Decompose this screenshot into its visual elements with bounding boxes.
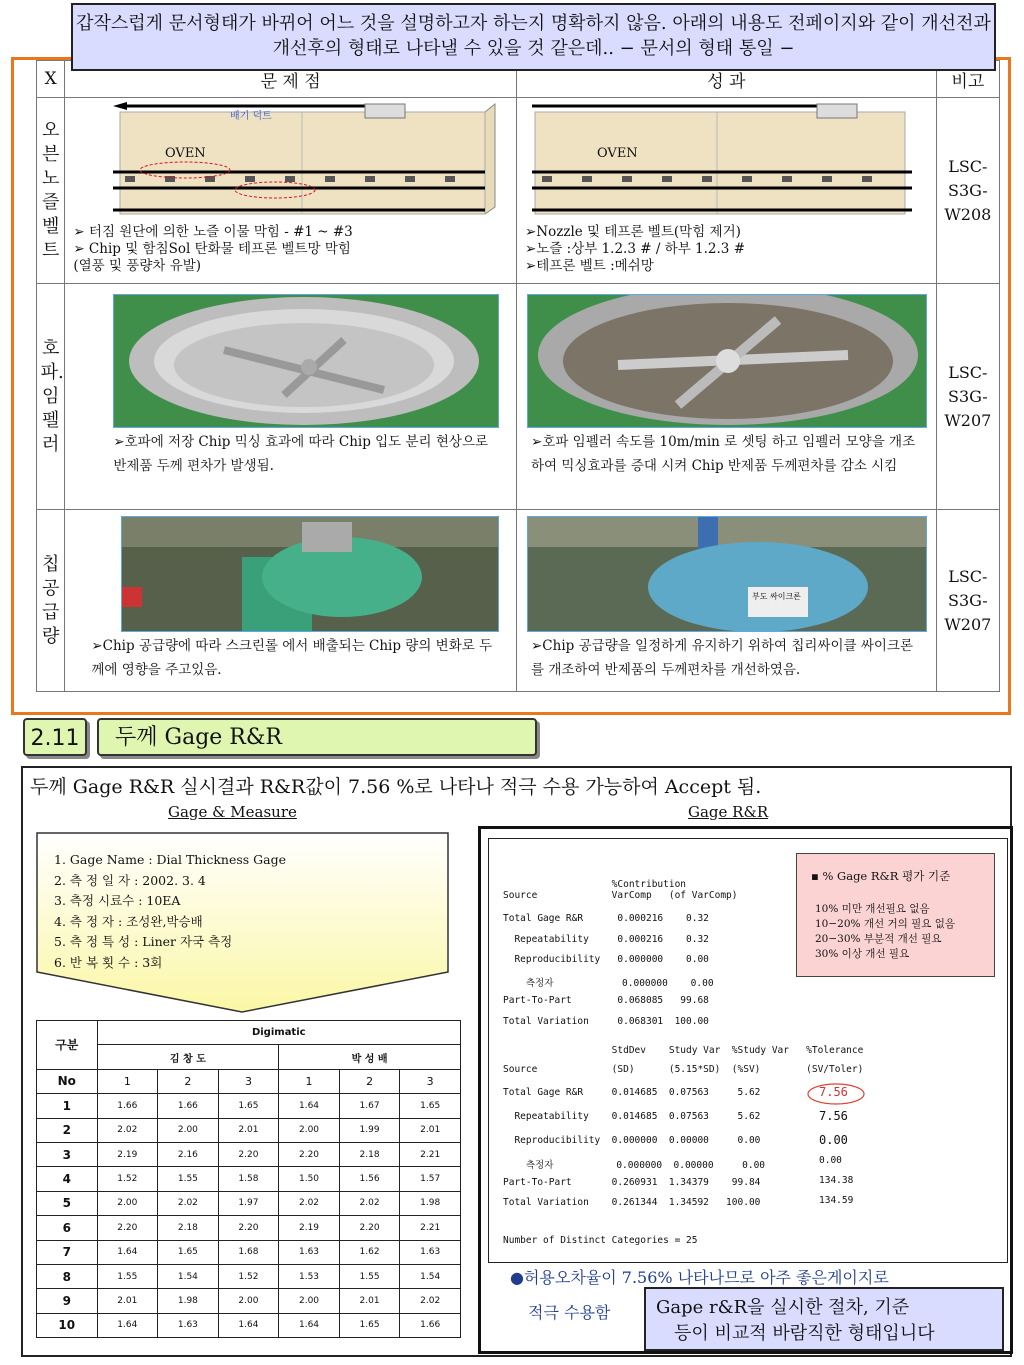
problem-caption-chip: ➢Chip 공급량에 따라 스크린롤 에서 배출되는 Chip 량의 변화로 두께에 영향을 주고있음. <box>91 638 493 678</box>
table-row <box>37 1142 461 1166</box>
tolerance-value: 7.56 <box>819 1085 848 1099</box>
measurement-cell: 2.18 <box>158 1216 219 1240</box>
measurement-cell: 1.53 <box>279 1264 340 1288</box>
var-comp-row: Total Variation 0.068301 100.00 <box>503 1016 709 1027</box>
criteria-line: 10−20% 개선 거의 필요 없음 <box>815 918 955 930</box>
col-header-x: X <box>37 61 65 98</box>
sd-row: Total Variation 0.261344 1.34592 100.00 <box>503 1197 761 1208</box>
row-label-text: 오븐노즐벨트 <box>41 119 60 261</box>
oven-result-diagram <box>517 102 935 222</box>
table-row <box>37 1264 461 1288</box>
gage-rr-title: Gage R&R <box>688 803 769 821</box>
result-caption-chip: ➢Chip 공급량을 일정하게 유지하기 위하여 칩리싸이클 싸이크론를 개조하여 반제품의 두께편차를 개선하였음. <box>530 638 914 678</box>
sd-header: StdDev Study Var %Study Var %Tolerance Source (SD) (5.15*SD) (%SV) (SV/Toler) <box>503 1045 864 1075</box>
measurement-rows <box>37 1094 461 1338</box>
distinct-categories: Number of Distinct Categories = 25 <box>503 1235 698 1246</box>
oven-problem-diagram <box>65 102 515 222</box>
trial-header: 2 <box>158 1069 219 1093</box>
var-comp-row: Reproducibility 0.000000 0.00 <box>503 954 709 966</box>
hopper-result-photo <box>527 294 927 428</box>
no-header: No <box>37 1069 98 1093</box>
table-row <box>37 1289 461 1313</box>
measurement-cell: 2.20 <box>279 1142 340 1166</box>
measurement-cell: 1.98 <box>400 1191 461 1215</box>
measurement-cell: 2.00 <box>279 1289 340 1313</box>
operator-header: 박 성 배 <box>279 1045 461 1069</box>
conclusion-line: 적극 수용함 <box>528 1303 611 1322</box>
tolerance-value: 0.00 <box>819 1133 848 1147</box>
measurement-cell: 2.20 <box>218 1216 279 1240</box>
table-row <box>37 1094 461 1118</box>
measurement-cell: 2.00 <box>279 1118 340 1142</box>
summary-text: 두께 Gage R&R 실시결과 R&R값이 7.56 %로 나타나 적극 수용 가능하여 Accept 됨. <box>30 776 762 798</box>
result-cell-oven <box>516 98 936 284</box>
measurement-cell: 1.56 <box>339 1167 400 1191</box>
table-row <box>37 1118 461 1142</box>
result-caption-oven: ➢Nozzle 및 테프론 벨트(막힘 제거) ➢노즐 :상부 1.2.3 # / 하부 1.2.3 # ➢테프론 벨트 :메쉬망 <box>524 224 745 274</box>
measurement-table <box>36 1020 461 1338</box>
review-comment-bottom <box>644 1287 1004 1351</box>
row-number: 7 <box>37 1240 98 1264</box>
measurement-cell: 1.63 <box>279 1240 340 1264</box>
result-cell-chip <box>516 510 936 692</box>
var-comp-header: %Contribution Source VarComp (of VarComp) <box>503 879 738 901</box>
measurement-cell: 2.16 <box>158 1142 219 1166</box>
measurement-cell: 1.64 <box>97 1313 158 1337</box>
measurement-cell: 2.00 <box>158 1118 219 1142</box>
section-number: 2.11 <box>23 718 87 756</box>
info-item: 5. 측 정 특 성 : Liner 자국 측정 <box>54 934 233 949</box>
chip-result-photo <box>527 516 927 632</box>
result-cell-hopper <box>516 284 936 510</box>
measurement-cell: 1.66 <box>400 1313 461 1337</box>
hopper-problem-photo <box>113 294 499 428</box>
tolerance-value: 134.38 <box>819 1175 854 1186</box>
measurement-cell: 2.19 <box>97 1142 158 1166</box>
measurement-cell: 2.02 <box>97 1118 158 1142</box>
measurement-cell: 1.65 <box>158 1240 219 1264</box>
trial-header: 1 <box>97 1069 158 1093</box>
info-item: 1. Gage Name : Dial Thickness Gage <box>54 852 287 867</box>
measurement-cell: 1.65 <box>400 1094 461 1118</box>
measurement-cell: 1.54 <box>158 1264 219 1288</box>
measurement-cell: 2.01 <box>97 1289 158 1313</box>
measurement-cell: 1.65 <box>339 1313 400 1337</box>
chip-problem-photo <box>121 516 499 632</box>
measurement-cell: 1.65 <box>218 1094 279 1118</box>
problem-caption-hopper: ➢호파에 저장 Chip 믹싱 효과에 따라 Chip 입도 분리 현상으로 반제품 두께 편차가 발생됨. <box>113 434 489 474</box>
row-label-oven <box>37 98 65 284</box>
criteria-line: 10% 미만 개선필요 없음 <box>815 903 930 915</box>
trial-header: 2 <box>339 1069 400 1093</box>
measurement-cell: 1.63 <box>158 1313 219 1337</box>
tolerance-value: 0.00 <box>819 1155 842 1166</box>
conclusion-line: ●허용오차율이 7.56% 나타나므로 아주 좋은게이지로 <box>510 1268 889 1287</box>
measurement-cell: 2.01 <box>339 1289 400 1313</box>
measurement-cell: 2.20 <box>339 1216 400 1240</box>
info-item: 6. 반 복 횟 수 : 3회 <box>54 954 163 970</box>
measurement-cell: 1.55 <box>339 1264 400 1288</box>
problem-cell-hopper <box>65 284 517 510</box>
var-comp-row: Part-To-Part 0.068085 99.68 <box>503 995 709 1007</box>
trial-header: 3 <box>218 1069 279 1093</box>
measurement-cell: 1.52 <box>97 1167 158 1191</box>
col-header-result: 성 과 <box>516 61 936 98</box>
measurement-cell: 1.63 <box>400 1240 461 1264</box>
row-label-hopper <box>37 284 65 510</box>
note-oven: LSC-S3G-W208 <box>936 98 999 284</box>
measurement-cell: 2.02 <box>279 1191 340 1215</box>
info-item: 2. 측 정 일 자 : 2002. 3. 4 <box>54 872 206 888</box>
measurement-cell: 1.97 <box>218 1191 279 1215</box>
highlight-ellipse <box>806 1082 866 1106</box>
criteria-line: 20−30% 부분적 개선 필요 <box>815 933 942 945</box>
measurement-cell: 1.99 <box>339 1118 400 1142</box>
review-comment-line: 등이 비교적 바람직한 형태입니다 <box>674 1323 935 1344</box>
table-row <box>37 1191 461 1215</box>
measurement-cell: 2.01 <box>218 1118 279 1142</box>
svg-text:OVEN: OVEN <box>165 146 207 161</box>
var-comp-row: Total Gage R&R 0.000216 0.32 <box>503 913 709 924</box>
trial-header-row <box>37 1069 461 1093</box>
review-comment-line: Gape r&R을 실시한 절차, 기준 <box>656 1297 910 1318</box>
sd-row: 측정자 0.000000 0.00000 0.00 <box>503 1160 766 1171</box>
problem-cell-chip <box>65 510 517 692</box>
measurement-cell: 2.20 <box>97 1216 158 1240</box>
sd-row: Total Gage R&R 0.014685 0.07563 5.62 <box>503 1087 761 1098</box>
row-number: 6 <box>37 1216 98 1240</box>
table-row <box>37 1313 461 1337</box>
measurement-cell: 2.01 <box>400 1118 461 1142</box>
sd-row: Reproducibility 0.000000 0.00000 0.00 <box>503 1135 761 1146</box>
measurement-cell: 1.66 <box>158 1094 219 1118</box>
row-number: 2 <box>37 1118 98 1142</box>
row-number: 9 <box>37 1289 98 1313</box>
measurement-cell: 2.00 <box>97 1191 158 1215</box>
measurement-cell: 2.20 <box>218 1142 279 1166</box>
row-number: 1 <box>37 1094 98 1118</box>
gage-info-list <box>36 832 450 973</box>
measurement-cell: 2.02 <box>158 1191 219 1215</box>
instrument-header: Digimatic <box>97 1021 460 1045</box>
gage-info-callout <box>36 832 450 973</box>
note-chip: LSC-S3G-W207 <box>936 510 999 692</box>
svg-text:배기 덕트: 배기 덕트 <box>230 111 273 122</box>
sd-row: Part-To-Part 0.260931 1.34379 99.84 <box>503 1177 761 1188</box>
measurement-cell: 1.50 <box>279 1167 340 1191</box>
cyclone-tag-text: 부도 싸이크론 <box>751 592 801 601</box>
row-label-chip <box>37 510 65 692</box>
measurement-cell: 1.55 <box>97 1264 158 1288</box>
row-label-text: 칩공급량 <box>41 553 60 647</box>
table-row <box>37 1167 461 1191</box>
measurement-cell: 1.64 <box>97 1240 158 1264</box>
info-item: 3. 측정 시료수 : 10EA <box>54 893 181 908</box>
criteria-line: 30% 이상 개선 필요 <box>815 948 910 960</box>
row-number: 4 <box>37 1167 98 1191</box>
col-header-problem: 문 제 점 <box>65 61 517 98</box>
measurement-cell: 1.67 <box>339 1094 400 1118</box>
var-comp-row: Repeatability 0.000216 0.32 <box>503 933 709 945</box>
trial-header: 3 <box>400 1069 461 1093</box>
measurement-cell: 1.64 <box>218 1313 279 1337</box>
measurement-cell: 2.19 <box>279 1216 340 1240</box>
table-row <box>37 1216 461 1240</box>
note-hopper: LSC-S3G-W207 <box>936 284 999 510</box>
measurement-cell: 2.02 <box>339 1191 400 1215</box>
row-label-text: 호파.임펠러 <box>40 337 64 455</box>
trial-header: 1 <box>279 1069 340 1093</box>
criteria-title: ▪ % Gage R&R 평가 기준 <box>811 869 951 883</box>
measurement-cell: 2.02 <box>400 1289 461 1313</box>
review-comment-top: 갑작스럽게 문서형태가 바뀌어 어느 것을 설명하고자 하는지 명확하지 않음. 아래의 내용도 전페이지와 같이 개선전과 개선후의 형태로 나타낼 수 있을 것 같은데.. − 문서의 형태 통일 − <box>71 3 996 71</box>
result-caption-hopper: ➢호파 임펠러 속도를 10m/min 로 셋팅 하고 임펠러 모양을 개조하여 믹싱효과를 증대 시켜 Chip 반제품 두께편차를 감소 시킴 <box>530 434 916 474</box>
measurement-cell: 1.58 <box>218 1167 279 1191</box>
problem-caption-oven: ➢ 터짐 원단에 의한 노즐 이물 막힘 - #1 ~ #3 ➢ Chip 및 함침Sol 탄화물 테프론 벨트망 막힘 (열풍 및 풍량차 유발) <box>73 224 353 274</box>
row-number: 8 <box>37 1264 98 1288</box>
measurement-cell: 1.98 <box>158 1289 219 1313</box>
measurement-cell: 2.18 <box>339 1142 400 1166</box>
measurement-cell: 1.66 <box>97 1094 158 1118</box>
measurement-cell: 1.54 <box>400 1264 461 1288</box>
row-number: 5 <box>37 1191 98 1215</box>
sd-row: Repeatability 0.014685 0.07563 5.62 <box>503 1111 761 1122</box>
operator-header: 김 창 도 <box>97 1045 279 1069</box>
row-number: 3 <box>37 1142 98 1166</box>
measurement-cell: 2.21 <box>400 1216 461 1240</box>
table-row <box>37 1240 461 1264</box>
measurement-cell: 2.00 <box>218 1289 279 1313</box>
tolerance-value: 134.59 <box>819 1195 854 1206</box>
row-number: 10 <box>37 1313 98 1337</box>
measurement-cell: 1.62 <box>339 1240 400 1264</box>
problem-result-table <box>36 60 1000 692</box>
gage-measure-title: Gage & Measure <box>168 803 297 821</box>
info-item: 4. 측 정 자 : 조성완,박승배 <box>54 913 203 929</box>
svg-text:OVEN: OVEN <box>596 146 638 161</box>
section-title: 두께 Gage R&R <box>97 718 537 756</box>
measurement-cell: 1.57 <box>400 1167 461 1191</box>
measurement-cell: 1.64 <box>279 1313 340 1337</box>
problem-cell-oven <box>65 98 517 284</box>
measurement-cell: 2.21 <box>400 1142 461 1166</box>
measurement-cell: 1.68 <box>218 1240 279 1264</box>
measurement-cell: 1.52 <box>218 1264 279 1288</box>
measurement-cell: 1.64 <box>279 1094 340 1118</box>
col-header-note: 비고 <box>936 61 999 98</box>
evaluation-criteria-box <box>796 853 995 977</box>
measure-group-header: 구분 <box>37 1021 98 1070</box>
var-comp-row: 측정자 0.000000 0.00 <box>503 977 714 989</box>
measurement-cell: 1.55 <box>158 1167 219 1191</box>
tolerance-value: 7.56 <box>819 1109 848 1123</box>
